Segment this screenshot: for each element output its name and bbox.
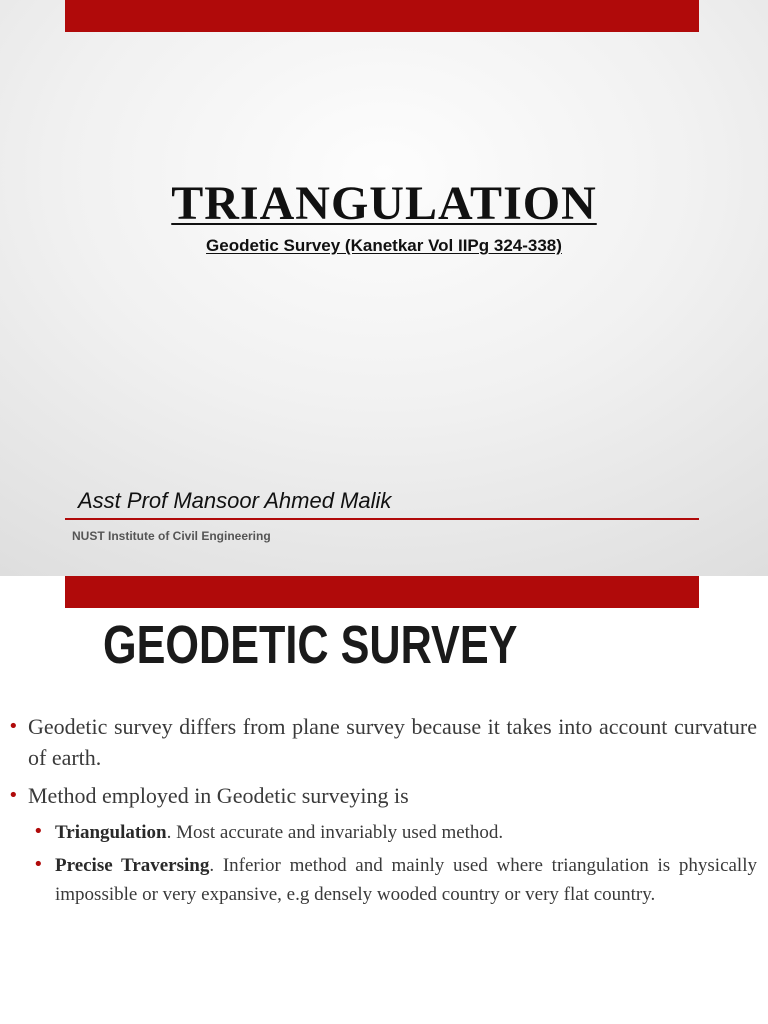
institute-name: NUST Institute of Civil Engineering <box>72 529 271 543</box>
bullet-icon: • <box>8 785 19 806</box>
bullet-icon: • <box>33 821 44 842</box>
author-name: Asst Prof Mansoor Ahmed Malik <box>78 488 392 513</box>
bullet-text: . Most accurate and invariably used method. <box>166 822 504 843</box>
list-item <box>0 711 768 773</box>
top-accent-bar <box>65 0 699 32</box>
sub-list-item <box>0 818 768 847</box>
slide-subtitle: Geodetic Survey (Kanetkar Vol IIPg 324-338) <box>206 236 562 255</box>
bullet-text: Geodetic survey differs from plane survey because it takes into account curvature of earth. <box>28 714 757 770</box>
top-accent-bar <box>65 576 699 608</box>
bullet-icon: • <box>8 716 19 737</box>
list-item <box>0 780 768 811</box>
bullet-text: . Inferior method and mainly used where triangulation is physically impossible or very expansive, e.g densely wooded country or very flat country. <box>55 855 757 905</box>
bullet-icon: • <box>33 854 44 875</box>
bullet-text: Method employed in Geodetic surveying is <box>28 783 409 808</box>
bullet-term: Triangulation <box>55 822 167 843</box>
author-divider <box>65 518 699 520</box>
bullet-term: Precise Traversing <box>55 855 210 876</box>
section-heading: GEODETIC SURVEY <box>103 615 518 675</box>
bullet-list <box>0 711 768 913</box>
slide-title: TRIANGULATION <box>171 177 597 230</box>
sub-list-item <box>0 851 768 909</box>
content-slide <box>0 576 768 1024</box>
